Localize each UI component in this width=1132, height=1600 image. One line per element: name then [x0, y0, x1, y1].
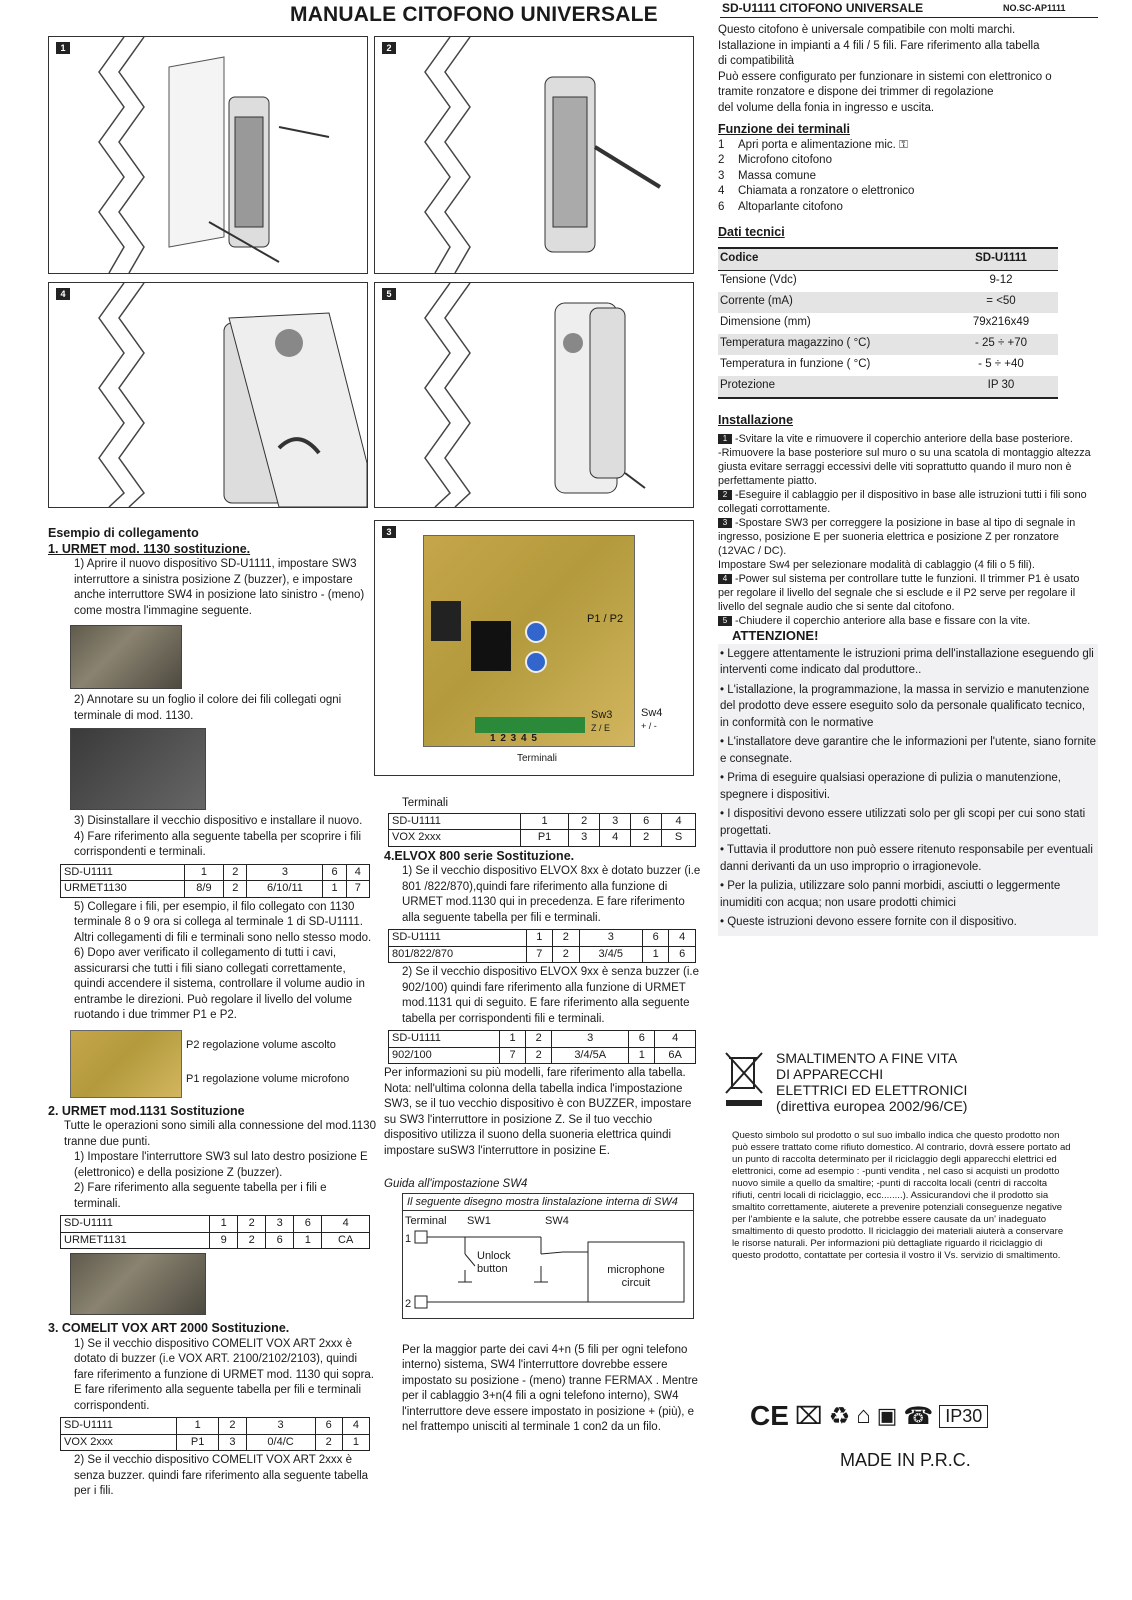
terminals-table-caption: Terminali [402, 797, 449, 809]
table-cell: 2 [526, 1031, 552, 1048]
closed-handset-drawing [375, 283, 693, 507]
sw4-label: Sw4 [641, 707, 663, 719]
p1-caption: P1 regolazione volume microfono [186, 1072, 350, 1085]
list-item: 6 Altoparlante citofono [718, 200, 843, 213]
ce-mark-icon: CE [750, 1400, 789, 1431]
attention-list [718, 644, 1098, 936]
table-cell: SD-U1111 [389, 813, 521, 830]
table-cell: 3 [246, 1418, 315, 1435]
table-cell: 3/4/5A [552, 1047, 629, 1064]
step-4-number: 4 [56, 288, 70, 300]
terminal-block [475, 717, 585, 733]
capacitor [431, 601, 461, 641]
table-cell: 2 [569, 813, 600, 830]
made-in-label: MADE IN P.R.C. [840, 1450, 971, 1470]
table-cell: 6 [643, 930, 669, 947]
list-item: 2 Microfono citofono [718, 154, 832, 166]
table-cell: 4 [346, 864, 369, 881]
table-cell: SD-U1111 [389, 930, 527, 947]
comelit-step: 2) Se il vecchio dispositivo COMELIT VOX ART 2xxx è senza buzzer. quindi fare riferimento alla seguente tabella per i fili. [74, 1454, 369, 1497]
table-cell: 902/100 [389, 1047, 500, 1064]
table-cell: 6 [294, 1216, 322, 1233]
intro-line: Istallazione in impianti a 4 fili / 5 fili. Fare riferimento alla tabella [718, 39, 1040, 52]
table-cell: 801/822/870 [389, 946, 527, 963]
spec-label: Protezione [718, 376, 944, 398]
table-cell: 6 [629, 1031, 655, 1048]
table-cell: 1 [323, 881, 346, 898]
urmet1131-table [60, 1215, 370, 1249]
spec-value: = <50 [944, 292, 1058, 313]
terminal-function-list [718, 138, 1098, 216]
table-cell: 2 [526, 1047, 552, 1064]
cable-text: Per la maggior parte dei cavi 4+n (5 fili per ogni telefono interno) sistema, SW4 l'interruttore dovrebbe essere impostato su posizione - (meno) tranne FERMAX . Mentre per il cablaggio 3+n(4 fili a ogni telefono interno), SW4 l'interruttore deve essere impostato in posizione + (più), e nel frattempo unisciti al terminale 1 con2 da un filo. [402, 1343, 698, 1433]
elvox-buzzer-table [388, 929, 696, 963]
step-3-number: 3 [382, 526, 396, 538]
intro-line: Questo citofono è universale compatibile con molti marchi. [718, 24, 1016, 36]
ip30-badge: IP30 [939, 1405, 988, 1428]
p2-caption: P2 regolazione volume ascolto [186, 1038, 336, 1051]
table-cell: 8/9 [184, 881, 224, 898]
urmet1131-step: 2) Fare riferimento alla seguente tabella per i fili e terminali. [74, 1182, 327, 1210]
diagram-unlock-label: Unlock button [477, 1249, 511, 1275]
manual-icon: ▣ [876, 1403, 898, 1428]
table-cell: 4 [655, 1031, 696, 1048]
table-cell: 3 [247, 864, 323, 881]
spec-label: Temperatura magazzino ( °C) [718, 334, 944, 355]
example-heading: Esempio di collegamento [48, 526, 199, 540]
spec-label: Temperatura in funzione ( °C) [720, 358, 871, 371]
intro-line: tramite ronzatore e dispone dei trimmer di regolazione [718, 86, 994, 98]
sw3-label: Sw3 [591, 709, 613, 721]
table-cell: URMET1130 [61, 881, 185, 898]
table-cell: 4 [669, 930, 696, 947]
table-cell: 6A [655, 1047, 696, 1064]
urmet1131-heading: 2. URMET mod.1131 Sostituzione [48, 1103, 245, 1118]
header-rule [720, 17, 1098, 18]
sw3-sw4-photo [70, 625, 182, 689]
diagram-sw1-label: SW1 [467, 1214, 491, 1227]
table-cell: 3 [569, 830, 600, 847]
left-column [48, 526, 376, 1500]
install-step: 1 -Svitare la vite e rimuovere il coperchio anteriore della base posteriore. [718, 432, 1098, 446]
more-info-text: Per informazioni su più modelli, fare riferimento alla tabella. [384, 1067, 686, 1079]
table-cell: 7 [346, 881, 369, 898]
list-item: 1 Apri porta e alimentazione mic. ⚿ [718, 138, 908, 151]
step-text: 1) Aprire il nuovo dispositivo SD-U1111, impostare SW3 interruttore a sinistra posizione Z (buzzer), e impostare anche interruttore SW4 in posizione lato sinistro - (meno) come mostra l'immagine seguente. [74, 558, 365, 617]
list-item: 3 Massa comune [718, 169, 816, 182]
table-cell: 6 [669, 946, 696, 963]
transformer [471, 621, 511, 671]
document-number: NO.SC-AP1111 [1003, 3, 1066, 13]
terminals-caption: Terminali [517, 753, 558, 764]
step-1-illustration [48, 36, 368, 274]
table-cell: VOX 2xxx [61, 1434, 177, 1451]
list-item: 4 Chiamata a ronzatore o elettronico [718, 185, 915, 197]
table-cell: 1 [176, 1418, 218, 1435]
sw3-position-label: Z / E [591, 723, 611, 733]
urmet1130-heading: 1. URMET mod. 1130 sostituzione. [48, 541, 251, 556]
page-title: MANUALE CITOFONO UNIVERSALE [290, 3, 658, 26]
comelit-heading: 3. COMELIT VOX ART 2000 Sostituzione. [48, 1321, 290, 1335]
step-text: 3) Disinstallare il vecchio dispositivo e installare il nuovo. [74, 815, 363, 827]
install-heading: Installazione [718, 412, 794, 427]
tech-table [718, 247, 1058, 399]
table-cell: P1 [520, 830, 568, 847]
table-cell: 1 [500, 1031, 526, 1048]
table-cell: 6/10/11 [247, 881, 323, 898]
disposal-text: Questo simbolo sul prodotto o sul suo imballo indica che questo prodotto non può essere trattato come rifiuto domestico. Al contrario, dovrà essere portato ad un punto di raccolta determinato per il riciclaggio degli apparecchi elettrici ed elettronici, come ad esempio : -punti vendita , nel caso si acquisti un prodotto nuovo simile a quello da smaltire; -punti di raccolta locali (centri di raccolta rifiuti, centri locali di riciclaggio, ecc........). Assicurandovi che il prodotto sia smaltito correttamente, aiuterete a prevenire potenziali conseguenze negative per l'ambiente e la salute, che potrebbe essere causate da un' inadeguato smaltimento di questo prodotto. Il riciclaggio dei materiali aiuterà a conservare le risorse naturali. Per informazioni più dettagliate riguardo il riciclaggio di questo prodotto, contattate per cortesia il vostro il Vs. servizio di smaltimento. [732, 1130, 1071, 1261]
table-cell: 6 [323, 864, 346, 881]
table-cell: 2 [553, 946, 579, 963]
table-cell: 2 [238, 1232, 266, 1249]
trimmer-photo-block [48, 1028, 376, 1098]
step-4-illustration [48, 282, 368, 508]
table-cell: 4 [322, 1216, 370, 1233]
urmet1131-text: Tutte le operazioni sono simili alla connessione del mod.1130 tranne due punti. [64, 1120, 376, 1148]
indoor-use-icon: ⌂ [856, 1402, 871, 1429]
intro-line: Può essere configurato per funzionare in sistemi con elettronico o [718, 70, 1052, 83]
step-2-number: 2 [382, 42, 396, 54]
table-cell: 3/4/5 [579, 946, 642, 963]
vox-table [388, 813, 696, 847]
diagram-terminal-2: 2 [405, 1297, 412, 1310]
diagram-title: Il seguente disegno mostra linstalazione interna di SW4 [407, 1195, 678, 1208]
sw4-circuit-lines [403, 1194, 693, 1318]
intro-line: del volume della fonia in ingresso e uscita. [718, 101, 935, 114]
handset-icon: ☎ [903, 1402, 934, 1430]
table-cell: P1 [176, 1434, 218, 1451]
elvox-step: 2) Se il vecchio dispositivo ELVOX 9xx è senza buzzer (i.e 902/100) quindi fare riferimento alla funzione di URMET mod.1131 qui di seguito. E fare riferimento alla seguente tabella per corrispondenti fili e terminali. [402, 966, 700, 1025]
table-cell: SD-U1111 [61, 864, 185, 881]
table-cell: 9 [210, 1232, 238, 1249]
recycle-icon: ♻ [828, 1402, 851, 1430]
attention-heading: ATTENZIONE! [732, 628, 819, 643]
elvox-step: 1) Se il vecchio dispositivo ELVOX 8xx è dotato buzzer (i.e 801 /822/870),quindi fare riferimento alla funzione di URMET mod.1130 qui in precedenza. E fare riferimento alla seguente tabella per fili e terminali. [402, 865, 701, 924]
cover-attach-drawing [49, 283, 367, 507]
product-code-header: SD-U1111 CITOFONO UNIVERSALE [722, 1, 924, 15]
step-5-number: 5 [382, 288, 396, 300]
list-item: • Queste istruzioni devono essere fornite con il dispositivo. [720, 916, 1017, 928]
table-cell: 1 [184, 864, 224, 881]
table-cell: 3 [552, 1031, 629, 1048]
weee-bin-icon [724, 1048, 764, 1108]
certification-row [750, 1400, 988, 1432]
table-cell: URMET1131 [61, 1232, 210, 1249]
table-cell: 2 [224, 881, 247, 898]
install-step: 4 -Power sul sistema per controllare tutte le funzioni. Il trimmer P1 è usato per regolare il livello del segnale che si esclude e il P2 serve per regolare il livello del segnale audio che si sente dal citofono. [718, 573, 1080, 613]
list-item: • I dispositivi devono essere utilizzati solo per gli scopi per cui sono stati progettati. [720, 808, 1086, 837]
step-text: 5) Collegare i fili, per esempio, il filo collegato con 1130 terminale 8 o 9 ora si collega al terminale 1 di SD-U1111. Altri collegamenti di fili e terminali sono nello stesso modo. [74, 900, 372, 944]
right-column [718, 23, 1098, 936]
table-cell: 2 [224, 864, 247, 881]
list-item: • Tuttavia il produttore non può essere ritenuto responsabile per eventuali danni derivanti da un uso improprio o irragionevole. [720, 844, 1093, 873]
spec-label: Codice [718, 248, 944, 271]
table-cell: SD-U1111 [61, 1216, 210, 1233]
table-cell: 2 [315, 1434, 342, 1451]
table-cell: 1 [342, 1434, 369, 1451]
step-text: 2) Annotare su un foglio il colore dei fili collegati ogni terminale di mod. 1130. [74, 694, 342, 722]
table-cell: 3 [219, 1434, 246, 1451]
step-text: 4) Fare riferimento alla seguente tabella per scoprire i fili corrispondenti e terminali. [74, 830, 361, 858]
install-step: 3 -Spostare SW3 per correggere la posizione in base al tipo di segnale in ingresso, posizione E per suoneria elettrica e posizione Z per ronzatore (12VAC / DC). [718, 517, 1076, 557]
list-item: • L'istallazione, la programmazione, la massa in servizio e manutenzione del prodotto deve essere eseguito solo da personale qualificato tecnico, in conformità con le normative [720, 683, 1090, 729]
weee-icon: ⌧ [794, 1402, 823, 1430]
table-cell: 2 [631, 830, 662, 847]
install-steps [718, 432, 1098, 628]
table-cell: 3 [579, 930, 642, 947]
install-step: 5 -Chiudere il coperchio anteriore alla base e fissare con la vite. [718, 614, 1098, 628]
spec-label: Tensione (Vdc) [720, 274, 797, 287]
table-cell: 1 [526, 930, 552, 947]
disposal-heading: SMALTIMENTO A FINE VITA DI APPARECCHI ELETTRICI ED ELETTRONICI (direttiva europea 2002/96/CE) [776, 1050, 968, 1114]
trimmer-photo [70, 1030, 182, 1098]
spec-value: 9-12 [989, 274, 1013, 287]
table-cell: 1 [294, 1232, 322, 1249]
table-cell: 6 [315, 1418, 342, 1435]
spec-value: - 25 ÷ +70 [944, 334, 1058, 355]
intro-line: di compatibilità [718, 55, 795, 67]
table-cell: VOX 2xxx [389, 830, 521, 847]
spec-value: - 5 ÷ +40 [978, 358, 1024, 371]
step-5-illustration [374, 282, 694, 508]
step-2-illustration [374, 36, 694, 274]
note-text: Nota: nell'ultima colonna della tabella indica l'impostazione SW3, se il tuo vecchio dispositivo è con BUZZER, impostare su SW3 l'interruttore in posizione Z. Se il tuo vecchio dispositivo utilizza il suono della suoneria elettrica quindi impostare suSW3 l'interruttore in posizine E. [384, 1082, 692, 1157]
terminal-functions-heading: Funzione dei terminali [718, 122, 850, 136]
urmet1130-table [60, 864, 370, 898]
table-cell: CA [322, 1232, 370, 1249]
table-cell: 3 [266, 1216, 294, 1233]
sw4-guide-title: Guida all'impostazione SW4 [384, 1178, 528, 1190]
table-cell: 6 [631, 813, 662, 830]
comelit-table [60, 1417, 370, 1451]
table-cell: 3 [600, 813, 631, 830]
install-step: -Rimuovere la base posteriore sul muro o su una scatola di montaggio altezza giusta evitare serraggi eccessivi delle viti soprattutto quando il muro non è perfettamente piatto. [718, 447, 1091, 487]
trimmer-p2 [525, 651, 547, 673]
list-item: • Leggere attentamente le istruzioni prima dell'installazione eseguendo gli interventi come indicato dal produttore.. [720, 647, 1094, 676]
diagram-terminal-1: 1 [405, 1232, 412, 1245]
comelit-step: 1) Se il vecchio dispositivo COMELIT VOX ART 2xxx è dotato di buzzer (i.e VOX ART. 2100/2102/2103), quindi fare riferimento a funzione di URMET mod. 1130 qui sopra. E fare riferimento alla seguente tabella per fili e terminali corrispondenti. [74, 1337, 374, 1412]
spec-label: Dimensione (mm) [720, 316, 811, 329]
terminal-numbers: 1 2 3 4 5 [490, 733, 538, 744]
wires-photo [70, 728, 206, 810]
wiring-drawing [375, 37, 693, 273]
step-text: 6) Dopo aver verificato il collegamento di tutti i cavi, assicurarsi che tutti i fili siano collegati correttamente, quindi accendere il sistema, controllare il volume audio in entrambe le direzioni. Può regolare il livello del volume ruotando i due trimmer P1 e P2. [74, 947, 365, 1021]
sw4-diagram [402, 1193, 694, 1319]
install-step: 2 -Eseguire il cablaggio per il dispositivo in base alle istruzioni tutti i fili sono collegati corrottamente. [718, 489, 1087, 515]
table-cell: 2 [238, 1216, 266, 1233]
elvox-nobuzzer-table [388, 1030, 696, 1064]
table-cell: 1 [210, 1216, 238, 1233]
table-cell: 7 [500, 1047, 526, 1064]
table-cell: 6 [266, 1232, 294, 1249]
list-item: • Per la pulizia, utilizzare solo panni morbidi, asciutti o leggermente inumiditi con acqua; non usare prodotti chimici [720, 880, 1061, 909]
spec-label: Corrente (mA) [718, 292, 944, 313]
spec-value: IP 30 [944, 376, 1058, 398]
list-item: • L'installatore deve garantire che le informazioni per l'utente, siano fornite e consegnate. [720, 736, 1097, 765]
step-3-pcb-photo [374, 520, 694, 776]
table-cell: 7 [526, 946, 552, 963]
diagram-mic-label: microphone circuit [607, 1263, 665, 1289]
urmet1131-step: 1) Impostare l'interruttore SW3 sul lato destro posizione E (elettronico) e della posizione Z (buzzer). [74, 1151, 368, 1179]
table-cell: 2 [219, 1418, 246, 1435]
table-cell: 1 [629, 1047, 655, 1064]
spec-value: SD-U1111 [944, 248, 1058, 271]
sw4-position-label: + / - [641, 721, 657, 731]
table-cell: S [662, 830, 696, 847]
table-cell: 0/4/C [246, 1434, 315, 1451]
terminal-photo [70, 1253, 206, 1315]
table-cell: 4 [342, 1418, 369, 1435]
middle-column [384, 796, 704, 1436]
install-step: Impostare Sw4 per selezionare modalità di cablaggio (4 fili o 5 fili). [718, 559, 1035, 571]
table-cell: SD-U1111 [61, 1418, 177, 1435]
table-cell: 4 [600, 830, 631, 847]
tech-heading: Dati tecnici [718, 225, 785, 239]
step-1-number: 1 [56, 42, 70, 54]
p1-p2-label: P1 / P2 [587, 613, 624, 625]
trimmer-p1 [525, 621, 547, 643]
table-cell: 1 [643, 946, 669, 963]
table-cell: SD-U1111 [389, 1031, 500, 1048]
diagram-terminal-label: Terminal [405, 1214, 447, 1227]
wall-mount-drawing [49, 37, 367, 273]
list-item: • Prima di eseguire qualsiasi operazione di pulizia o manutenzione, spegnere i dispositivi. [720, 772, 1061, 801]
spec-value: 79x216x49 [972, 316, 1030, 329]
diagram-sw4-label: SW4 [545, 1214, 569, 1227]
table-cell: 1 [520, 813, 568, 830]
table-cell: 4 [662, 813, 696, 830]
key-icon: ⚿ [899, 138, 908, 151]
elvox-heading: 4.ELVOX 800 serie Sostituzione. [384, 848, 575, 863]
table-cell: 2 [553, 930, 579, 947]
